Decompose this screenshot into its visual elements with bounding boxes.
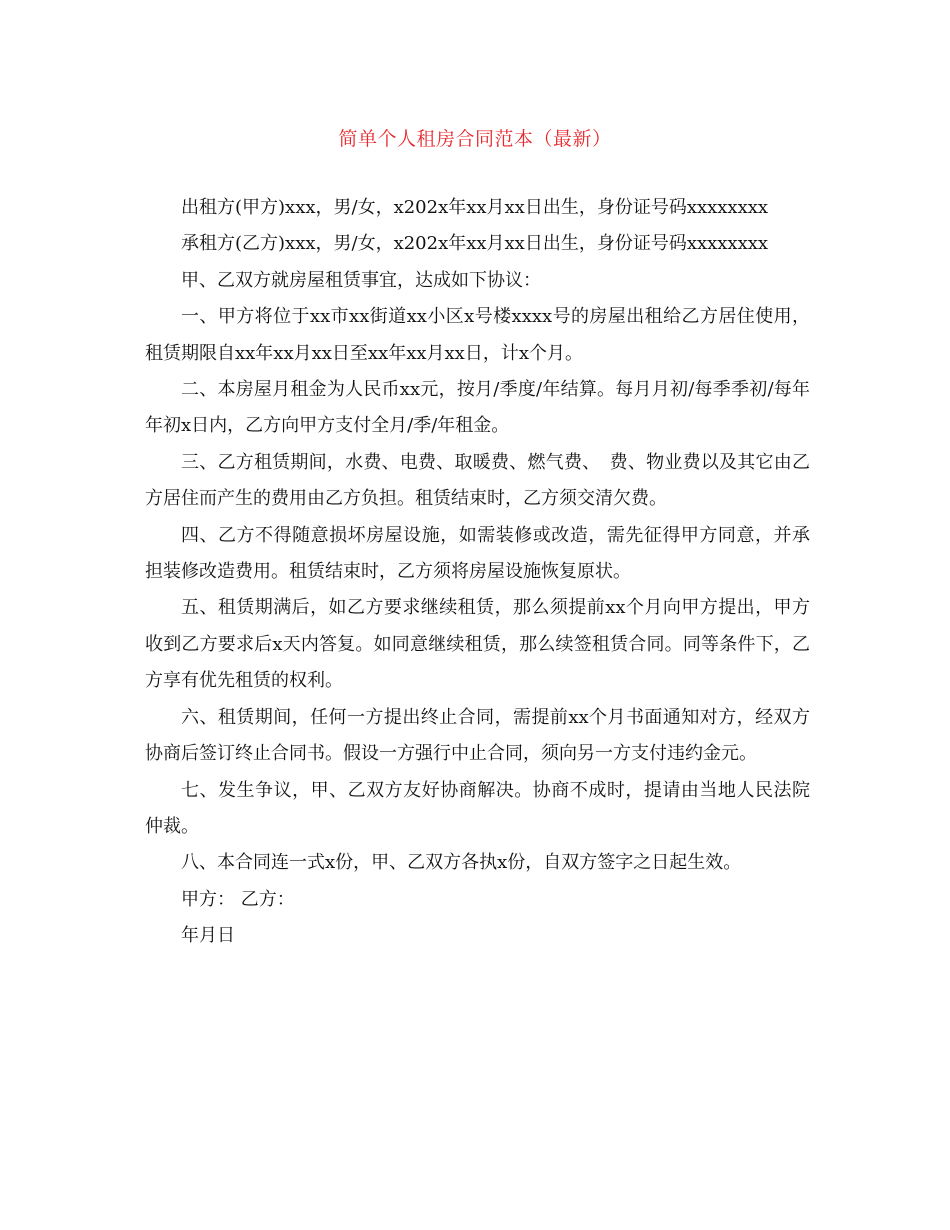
party-a-line: 出租方(甲方)xxx，男/女，x202x年xx月xx日出生，身份证号码xxxxxxxx [181,197,769,218]
clause-8: 八、本合同连一式x份，甲、乙双方各执x份，自双方签字之日起生效。 [181,852,742,874]
party-b-line: 承租方(乙方)xxx，男/女，x202x年xx月xx日出生，身份证号码xxxxxxxx [181,233,769,255]
clause-1: 一、甲方将位于xx市xx街道xx小区x号楼xxxx号的房屋出租给乙方居住使用，租赁期限自xx年xx月xx日至xx年xx月xx日，计x个月。 [145,306,810,364]
clause-7: 七、发生争议，甲、乙双方友好协商解决。协商不成时，提请由当地人民法院仲裁。 [145,779,810,837]
clause-2: 二、本房屋月租金为人民币xx元，按月/季度/年结算。每月月初/每季季初/每年年初x日内，乙方向甲方支付全月/季/年租金。 [145,379,810,437]
signature-line: 甲方： 乙方： [181,888,295,910]
clause-3: 三、乙方租赁期间，水费、电费、取暖费、燃气费、 费、物业费以及其它由乙方居住而产生的费用由乙方负担。租赁结束时，乙方须交清欠费。 [145,451,810,510]
agreement-intro: 甲、乙双方就房屋租赁事宜，达成如下协议： [181,269,541,291]
clause-4: 四、乙方不得随意损坏房屋设施，如需装修或改造，需先征得甲方同意，并承担装修改造费用。租赁结束时，乙方须将房屋设施恢复原状。 [145,524,810,583]
document-body [145,190,810,955]
document-title: 简单个人租房合同范本（最新） [338,128,612,150]
clause-6: 六、租赁期间，任何一方提出终止合同，需提前xx个月书面通知对方，经双方协商后签订终止合同书。假设一方强行中止合同，须向另一方支付违约金元。 [145,706,810,765]
date-line: 年月日 [181,925,235,947]
clause-5: 五、租赁期满后，如乙方要求继续租赁，那么须提前xx个月向甲方提出，甲方收到乙方要求后x天内答复。如同意继续租赁，那么续签租赁合同。同等条件下，乙方享有优先租赁的权利。 [145,597,810,692]
